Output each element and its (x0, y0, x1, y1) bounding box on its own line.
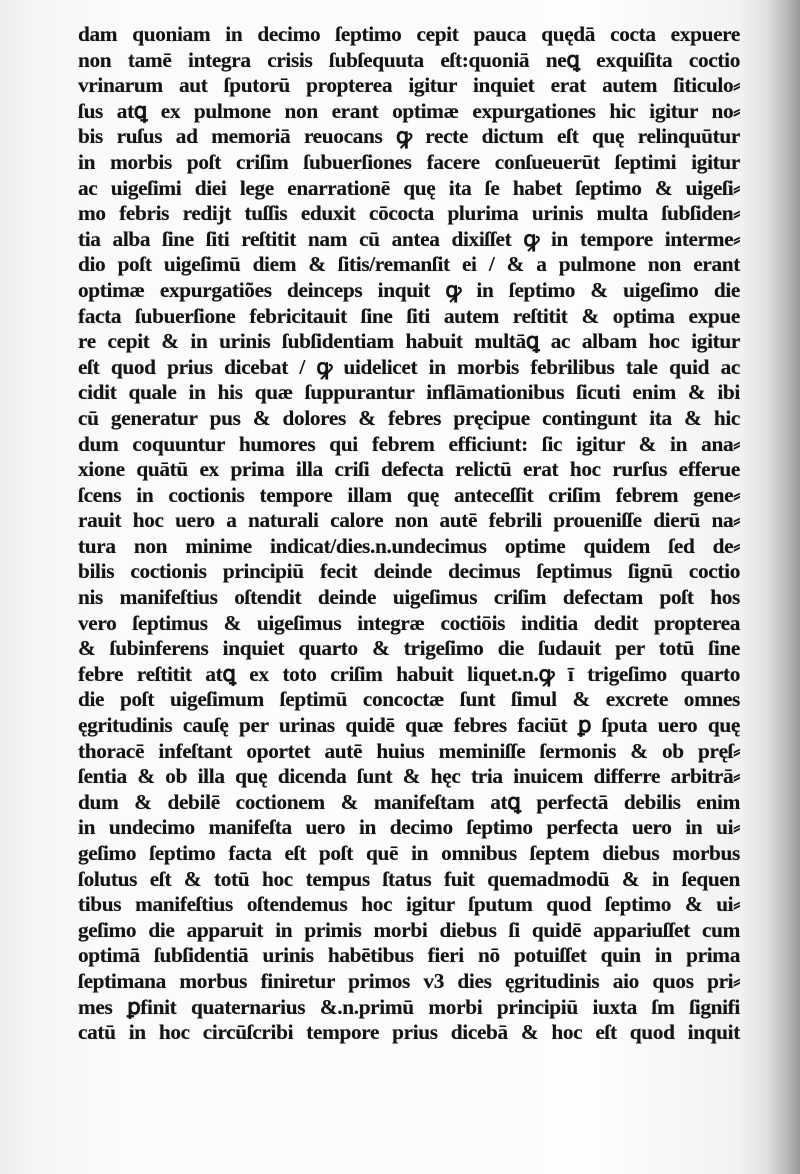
text-line: dum & debilē coctionem & manifeſtam atꝗ perfectā debilis enim (78, 789, 740, 814)
text-line: vero ſeptimus & uigeſimus integræ coctiōis inditia dedit propterea (78, 610, 740, 635)
text-line: tibus manifeſtius oſtendemus hoc igitur ſputum quod ſeptimo & ui⸗ (78, 892, 740, 917)
text-line: dum coquuntur humores qui febrem efficiunt: ſic igitur & in ana⸗ (78, 431, 740, 456)
text-line: cidit quale in his quæ ſuppurantur inflāmationibus ſicuti enim & ibi (78, 380, 740, 405)
page-edge-shadow (766, 0, 800, 1174)
text-line: optimā ſubſidentiā urinis habētibus fieri nō potuiſſet quin in prima (78, 943, 740, 968)
text-line: facta ſubuerſione febricitauit ſine ſiti autem reſtitit & optima expue (78, 303, 740, 328)
text-line: bilis coctionis principiū fecit deinde decimus ſeptimus ſignū coctio (78, 559, 740, 584)
text-line: dam quoniam in decimo ſeptimo cepit pauca quędā cocta expuere (78, 22, 740, 46)
text-line: bis ruſus ad memoriā reuocans ꝙ recte dictum eſt quę relinquūtur (78, 124, 740, 149)
text-line: ſeptimana morbus finiretur primos v3 dies ęgritudinis aio quos pri⸗ (78, 968, 740, 993)
text-line: & ſubinferens inquiet quarto & trigeſimo die ſudauit per totū ſine (78, 636, 740, 661)
text-line: rauit hoc uero a naturali calore non autē febrili proueniſſe dierū na⸗ (78, 508, 740, 533)
text-line: tia alba ſine ſiti reſtitit nam cū antea dixiſſet ꝙ in tempore interme⸗ (78, 226, 740, 251)
text-line: geſimo die apparuit in primis morbi diebus ſi quidē appariuſſet cum (78, 917, 740, 942)
text-line: xione quātū ex prima illa criſi defecta relictū erat hoc rurſus efferue (78, 457, 740, 482)
text-line: ęgritudinis cauſę per urinas quidē quæ febres faciūt ꝑ ſputa uero quę (78, 713, 740, 738)
text-line: in undecimo manifeſta uero in decimo ſeptimo perfecta uero in ui⸗ (78, 815, 740, 840)
text-line: eſt quod prius dicebat / ꝙ uidelicet in morbis febrilibus tale quid ac (78, 354, 740, 379)
text-line: febre reſtitit atꝗ ex toto criſim habuit liquet.n.ꝙ ī trigeſimo quarto (78, 661, 740, 686)
text-line: vrinarum aut ſputorū propterea igitur inquiet erat autem ſiticulo⸗ (78, 73, 740, 98)
text-line: tura non minime indicat/dies.n.undecimus optime quidem ſed de⸗ (78, 533, 740, 558)
text-line: cū generatur pus & dolores & febres pręcipue contingunt ita & hic (78, 405, 740, 430)
text-line: ſolutus eſt & totū hoc tempus ſtatus fuit quemadmodū & in ſequen (78, 866, 740, 891)
text-line: mo febris redijt tuſſis eduxit cōcocta plurima urinis multa ſubſiden⸗ (78, 201, 740, 226)
text-block (78, 22, 740, 1046)
text-line: ſentia & ob illa quę dicenda ſunt & hęc tria inuicem differre arbitrā⸗ (78, 764, 740, 789)
text-line: thoracē infeſtant oportet autē huius meminiſſe ſermonis & ob pręſ⸗ (78, 738, 740, 763)
text-line: in morbis poſt criſim ſubuerſiones facere conſueuerūt ſeptimi igitur (78, 149, 740, 174)
text-line: re cepit & in urinis ſubſidentiam habuit multāꝗ ac albam hoc igitur (78, 329, 740, 354)
text-line: ſcens in coctionis tempore illam quę anteceſſit criſim febrem gene⸗ (78, 482, 740, 507)
text-line: mes ꝑfinit quaternarius &.n.primū morbi principiū iuxta ſm ſignifi (78, 994, 740, 1019)
text-line: optimæ expurgatiões deinceps inquit ꝙ in ſeptimo & uigeſimo die (78, 277, 740, 302)
text-line: non tamē integra crisis ſubſequuta eſt:quoniā neꝗ exquiſita coctio (78, 47, 740, 72)
text-line: ac uigeſimi diei lege enarrationē quę ita ſe habet ſeptimo & uigeſi⸗ (78, 175, 740, 200)
text-line: die poſt uigeſimum ſeptimū concoctæ ſunt ſimul & excrete omnes (78, 687, 740, 712)
text-line: ſus atꝗ ex pulmone non erant optimæ expurgationes hic igitur no⸗ (78, 98, 740, 123)
text-line: geſimo ſeptimo facta eſt poſt quē in omnibus ſeptem diebus morbus (78, 841, 740, 865)
text-line: nis manifeſtius oſtendit deinde uigeſimus criſim defectam poſt hos (78, 585, 740, 610)
text-line: dio poſt uigeſimū diem & ſitis/remanſit ei / & a pulmone non erant (78, 252, 740, 277)
text-line: catū in hoc circūſcribi tempore prius dicebā & hoc eſt quod inquit (78, 1020, 740, 1045)
